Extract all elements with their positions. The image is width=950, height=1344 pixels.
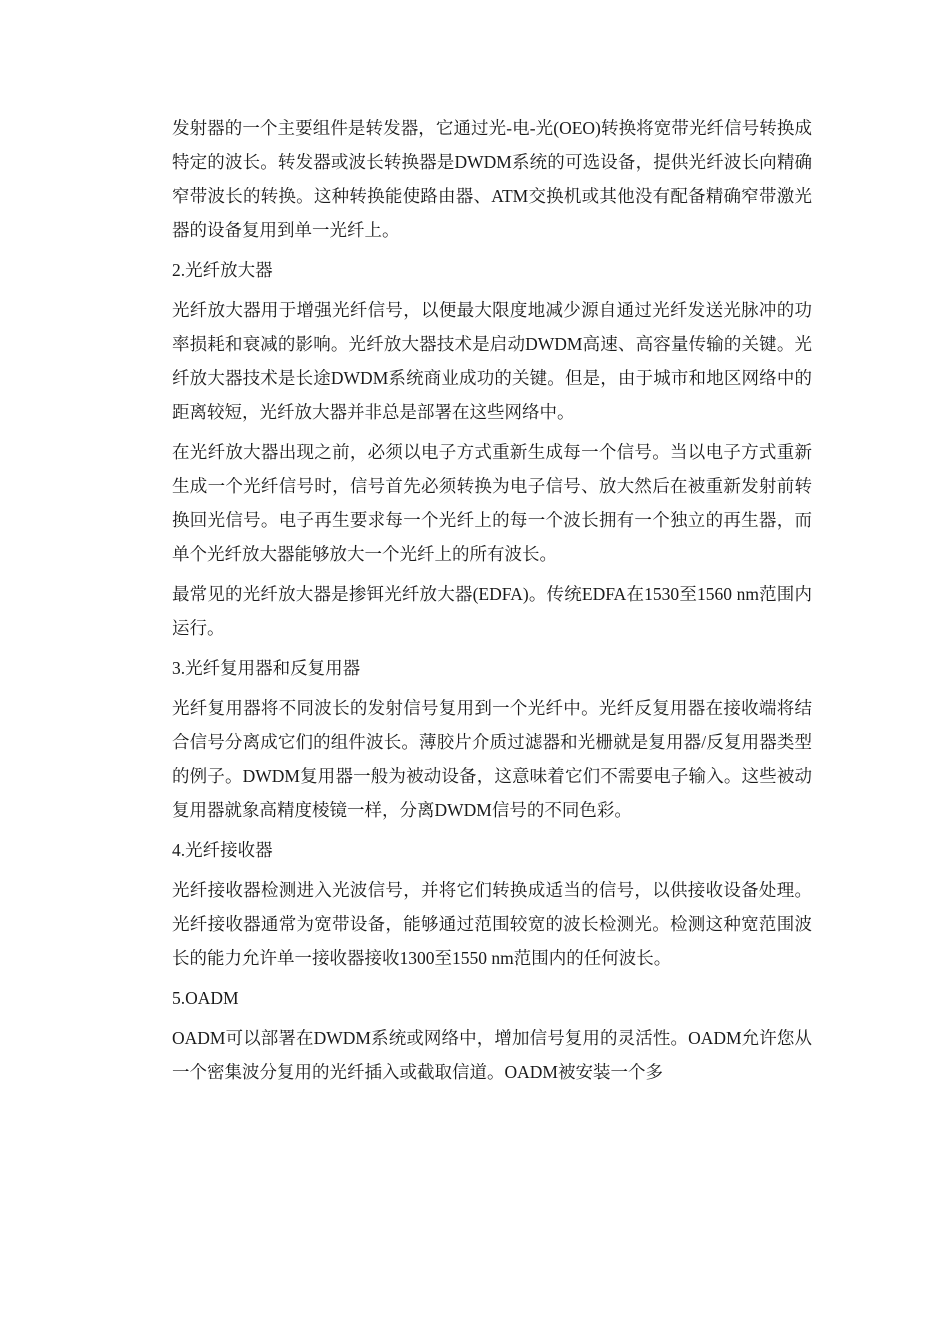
paragraph-oadm: OADM可以部署在DWDM系统或网络中，增加信号复用的灵活性。OADM允许您从一个密集波分复用的光纤插入或截取信道。OADM被安装一个多 xyxy=(172,1028,812,1082)
paragraph-amplifier-history: 在光纤放大器出现之前，必须以电子方式重新生成每一个信号。当以电子方式重新生成一个光纤信号时，信号首先必须转换为电子信号、放大然后在被重新发射前转换回光信号。电子再生要求每一个光纤上的每一个波长拥有一个独立的再生器，而单个光纤放大器能够放大一个光纤上的所有波长。 xyxy=(172,442,812,564)
heading-multiplexer: 3.光纤复用器和反复用器 xyxy=(172,658,361,678)
document-page xyxy=(172,111,812,1095)
paragraph-amplifier-purpose: 光纤放大器用于增强光纤信号，以便最大限度地减少源自通过光纤发送光脉冲的功率损耗和衰减的影响。光纤放大器技术是启动DWDM高速、高容量传输的关键。光纤放大器技术是长途DWDM系统商业成功的关键。但是，由于城市和地区网络中的距离较短，光纤放大器并非总是部署在这些网络中。 xyxy=(172,300,812,422)
paragraph-edfa: 最常见的光纤放大器是掺铒光纤放大器(EDFA)。传统EDFA在1530至1560 nm范围内运行。 xyxy=(172,584,812,638)
paragraph-transponder: 发射器的一个主要组件是转发器，它通过光-电-光(OEO)转换将宽带光纤信号转换成特定的波长。转发器或波长转换器是DWDM系统的可选设备，提供光纤波长向精确窄带波长的转换。这种转换能使路由器、ATM交换机或其他没有配备精确窄带激光器的设备复用到单一光纤上。 xyxy=(172,118,812,240)
paragraph-receiver: 光纤接收器检测进入光波信号，并将它们转换成适当的信号，以供接收设备处理。光纤接收器通常为宽带设备，能够通过范围较宽的波长检测光。检测这种宽范围波长的能力允许单一接收器接收1300至1550 nm范围内的任何波长。 xyxy=(172,880,812,968)
heading-optical-amplifier: 2.光纤放大器 xyxy=(172,260,273,280)
paragraph-multiplexer: 光纤复用器将不同波长的发射信号复用到一个光纤中。光纤反复用器在接收端将结合信号分离成它们的组件波长。薄胶片介质过滤器和光栅就是复用器/反复用器类型的例子。DWDM复用器一般为被动设备，这意味着它们不需要电子输入。这些被动复用器就象高精度棱镜一样，分离DWDM信号的不同色彩。 xyxy=(172,698,812,820)
heading-receiver: 4.光纤接收器 xyxy=(172,840,273,860)
heading-oadm: 5.OADM xyxy=(172,988,239,1008)
